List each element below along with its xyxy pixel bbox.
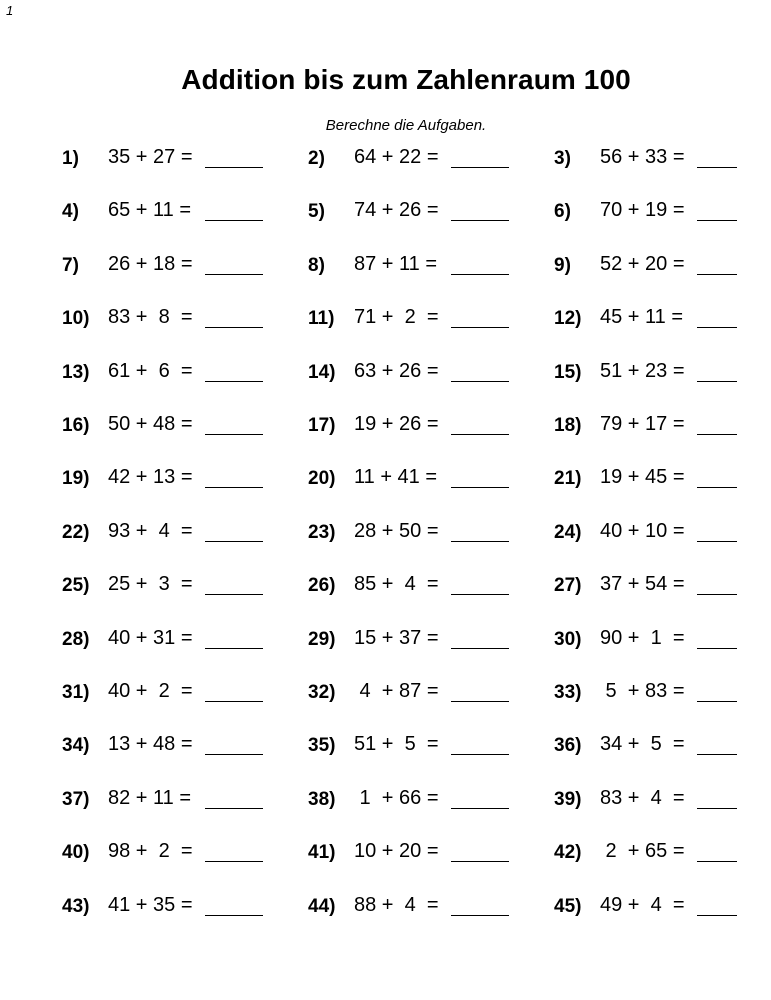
answer-blank[interactable] [697, 220, 737, 221]
problem-item [554, 305, 771, 331]
problem-number: 11) [308, 308, 335, 330]
problem-expression: 50 + 48 = [108, 413, 193, 435]
problem-item [554, 839, 771, 865]
problem-item [554, 359, 771, 385]
problem-expression: 64 + 22 = [354, 146, 439, 168]
answer-blank[interactable] [697, 327, 737, 328]
problem-expression: 88 + 4 = [354, 893, 439, 916]
problem-number: 37) [62, 788, 90, 810]
problem-item [308, 786, 548, 812]
problem-item [308, 465, 548, 491]
problem-expression: 26 + 18 = [108, 252, 193, 275]
problem-number: 19) [62, 468, 90, 490]
answer-blank[interactable] [451, 541, 509, 542]
answer-blank[interactable] [205, 754, 263, 755]
problem-number: 23) [308, 521, 336, 543]
problem-expression: 90 + 1 = [600, 626, 685, 649]
problem-expression: 19 + 45 = [600, 466, 685, 489]
problem-expression: 40 + 2 = [108, 680, 193, 702]
problem-item [308, 145, 548, 171]
problem-expression: 25 + 3 = [108, 573, 193, 596]
problem-expression: 93 + 4 = [108, 519, 193, 542]
problem-item [308, 519, 548, 545]
problem-number: 15) [554, 361, 582, 383]
problem-item [62, 145, 302, 171]
problem-expression: 41 + 35 = [108, 893, 193, 916]
answer-blank[interactable] [205, 167, 263, 168]
problem-expression: 35 + 27 = [108, 146, 193, 168]
problem-item [62, 893, 302, 919]
answer-blank[interactable] [451, 808, 509, 809]
problem-expression: 4 + 87 = [354, 680, 439, 702]
problem-item [308, 412, 548, 438]
answer-blank[interactable] [697, 648, 737, 649]
answer-blank[interactable] [451, 434, 509, 435]
answer-blank[interactable] [451, 594, 509, 595]
problem-number: 39) [554, 788, 582, 810]
problem-expression: 34 + 5 = [600, 733, 685, 756]
problem-item [62, 412, 302, 438]
problem-number: 35) [308, 735, 336, 757]
problem-item [62, 359, 302, 385]
problem-expression: 85 + 4 = [354, 573, 439, 596]
answer-blank[interactable] [697, 487, 737, 488]
problem-number: 27) [554, 575, 582, 597]
worksheet-title: Addition bis zum Zahlenraum 100 [181, 64, 631, 95]
problem-number: 2) [308, 148, 325, 169]
problem-number: 41) [308, 842, 336, 864]
answer-blank[interactable] [451, 648, 509, 649]
problem-item [62, 679, 302, 705]
problem-item [554, 786, 771, 812]
answer-blank[interactable] [205, 220, 263, 221]
problem-expression: 40 + 10 = [600, 519, 685, 542]
answer-blank[interactable] [451, 701, 509, 702]
problem-expression: 5 + 83 = [600, 680, 685, 702]
problem-number: 38) [308, 788, 336, 810]
problem-number: 3) [554, 148, 571, 169]
problem-expression: 15 + 37 = [354, 626, 439, 649]
answer-blank[interactable] [697, 594, 737, 595]
problem-item [308, 359, 548, 385]
problem-expression: 13 + 48 = [108, 733, 193, 756]
problem-number: 8) [308, 254, 325, 276]
answer-blank[interactable] [451, 754, 509, 755]
answer-blank[interactable] [451, 487, 509, 488]
problem-expression: 65 + 11 = [108, 199, 192, 222]
problem-expression: 51 + 23 = [600, 359, 685, 382]
problem-expression: 98 + 2 = [108, 840, 193, 863]
answer-blank[interactable] [205, 327, 263, 328]
problem-item [62, 465, 302, 491]
problem-item [308, 839, 548, 865]
problem-item [62, 198, 302, 224]
answer-blank[interactable] [205, 861, 263, 862]
answer-blank[interactable] [451, 381, 509, 382]
answer-blank[interactable] [697, 754, 737, 755]
problem-number: 43) [62, 895, 90, 917]
problem-expression: 52 + 20 = [600, 252, 685, 275]
problem-expression: 1 + 66 = [354, 786, 439, 809]
problem-item [308, 198, 548, 224]
answer-blank[interactable] [205, 487, 263, 488]
problem-expression: 2 + 65 = [600, 840, 685, 863]
problem-item [308, 893, 548, 919]
problem-expression: 10 + 20 = [354, 840, 439, 863]
problem-item [554, 465, 771, 491]
problem-number: 28) [62, 628, 90, 650]
problem-item [308, 679, 548, 705]
problem-item [62, 839, 302, 865]
problem-expression: 19 + 26 = [354, 413, 439, 435]
problem-item [62, 252, 302, 278]
problem-expression: 61 + 6 = [108, 359, 193, 382]
problem-expression: 83 + 8 = [108, 306, 193, 329]
answer-blank[interactable] [205, 701, 263, 702]
problem-expression: 71 + 2 = [354, 306, 439, 329]
problem-number: 44) [308, 895, 336, 917]
problem-number: 6) [554, 201, 571, 223]
problem-item [62, 519, 302, 545]
problem-expression: 45 + 11 = [600, 306, 684, 329]
answer-blank[interactable] [205, 434, 263, 435]
problem-number: 4) [62, 201, 79, 223]
problem-number: 25) [62, 575, 90, 597]
problem-expression: 40 + 31 = [108, 626, 193, 649]
problem-item [554, 626, 771, 652]
problem-number: 42) [554, 842, 582, 864]
problem-number: 30) [554, 628, 582, 650]
problem-item [62, 572, 302, 598]
problem-number: 31) [62, 682, 90, 703]
problem-item [62, 626, 302, 652]
problem-expression: 11 + 41 = [354, 466, 438, 489]
problem-number: 10) [62, 308, 90, 330]
answer-blank[interactable] [451, 167, 509, 168]
answer-blank[interactable] [205, 648, 263, 649]
answer-blank[interactable] [451, 861, 509, 862]
problem-expression: 83 + 4 = [600, 786, 685, 809]
problem-number: 9) [554, 254, 571, 276]
problem-item [554, 412, 771, 438]
problem-expression: 74 + 26 = [354, 199, 439, 222]
problem-item [554, 198, 771, 224]
answer-blank[interactable] [697, 167, 737, 168]
problem-item [62, 305, 302, 331]
problem-expression: 37 + 54 = [600, 573, 685, 596]
answer-blank[interactable] [697, 381, 737, 382]
answer-blank[interactable] [205, 915, 263, 916]
problem-expression: 49 + 4 = [600, 893, 685, 916]
problem-item [554, 252, 771, 278]
problem-number: 29) [308, 628, 336, 650]
problem-number: 7) [62, 254, 79, 276]
answer-blank[interactable] [697, 274, 737, 275]
answer-blank[interactable] [205, 274, 263, 275]
problem-number: 22) [62, 521, 90, 543]
answer-blank[interactable] [451, 220, 509, 221]
problem-item [308, 626, 548, 652]
problem-number: 26) [308, 575, 336, 597]
problem-number: 34) [62, 735, 90, 757]
problem-number: 13) [62, 361, 90, 383]
problem-item [554, 145, 771, 171]
problem-expression: 63 + 26 = [354, 359, 439, 382]
problem-item [62, 732, 302, 758]
answer-blank[interactable] [205, 808, 263, 809]
problem-item [554, 893, 771, 919]
answer-blank[interactable] [697, 701, 737, 702]
problem-item [308, 252, 548, 278]
answer-blank[interactable] [451, 915, 509, 916]
answer-blank[interactable] [451, 327, 509, 328]
problem-number: 18) [554, 415, 582, 436]
worksheet-instruction: Berechne die Aufgaben. [325, 117, 487, 134]
answer-blank[interactable] [697, 808, 737, 809]
problem-expression: 82 + 11 = [108, 786, 192, 809]
problem-expression: 51 + 5 = [354, 733, 439, 756]
problem-item [554, 732, 771, 758]
problem-number: 17) [308, 415, 336, 436]
problem-expression: 87 + 11 = [354, 252, 438, 275]
problem-number: 24) [554, 521, 582, 543]
problem-item [554, 572, 771, 598]
problem-expression: 28 + 50 = [354, 519, 439, 542]
problem-item [554, 679, 771, 705]
problem-number: 36) [554, 735, 582, 757]
problem-number: 21) [554, 468, 582, 490]
problem-item [308, 572, 548, 598]
answer-blank[interactable] [205, 541, 263, 542]
answer-blank[interactable] [451, 274, 509, 275]
problem-number: 40) [62, 842, 90, 864]
problem-expression: 70 + 19 = [600, 199, 685, 222]
answer-blank[interactable] [697, 861, 737, 862]
problem-expression: 79 + 17 = [600, 413, 685, 435]
problem-number: 20) [308, 468, 336, 490]
answer-blank[interactable] [205, 594, 263, 595]
problem-expression: 56 + 33 = [600, 146, 685, 168]
answer-blank[interactable] [697, 541, 737, 542]
page-number: 1 [6, 3, 14, 18]
problem-number: 32) [308, 682, 336, 703]
problem-number: 12) [554, 308, 582, 330]
problem-expression: 42 + 13 = [108, 466, 193, 489]
problem-number: 33) [554, 682, 582, 703]
problem-number: 1) [62, 148, 79, 169]
problem-number: 16) [62, 415, 90, 436]
problem-item [308, 732, 548, 758]
problem-number: 5) [308, 201, 325, 223]
answer-blank[interactable] [697, 434, 737, 435]
problem-number: 45) [554, 895, 582, 917]
answer-blank[interactable] [697, 915, 737, 916]
problem-item [62, 786, 302, 812]
problem-number: 14) [308, 361, 336, 383]
answer-blank[interactable] [205, 381, 263, 382]
problem-item [554, 519, 771, 545]
problem-item [308, 305, 548, 331]
